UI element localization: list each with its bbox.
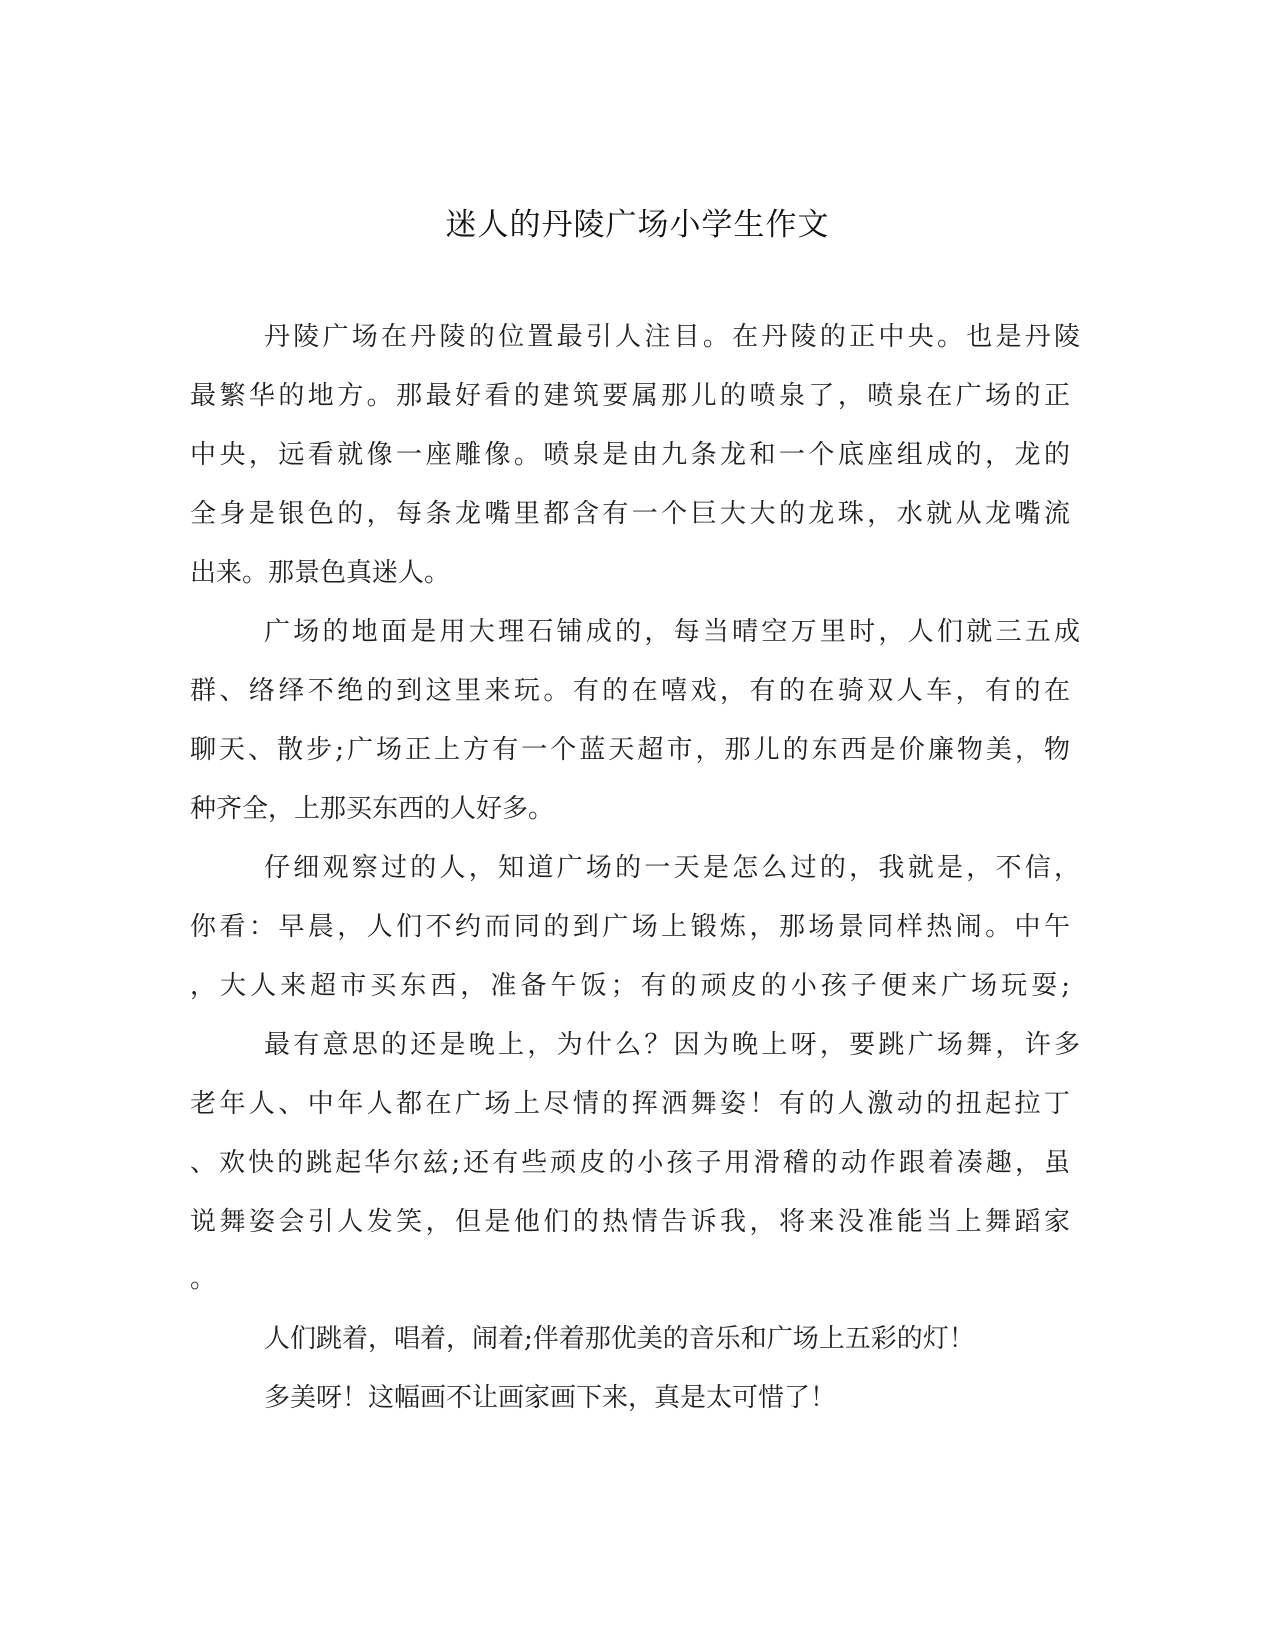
paragraph-2-line-2: 群、络绎不绝的到这里来玩。有的在嘻戏，有的在骑双人车，有的在 (190, 676, 1070, 706)
paragraph-1-line-1: 丹陵广场在丹陵的位置最引人注目。在丹陵的正中央。也是丹陵 (264, 322, 1080, 352)
paragraph-4-line-4: 说舞姿会引人发笑，但是他们的热情告诉我，将来没准能当上舞蹈家 (190, 1207, 1070, 1237)
paragraph-4-line-2: 老年人、中年人都在广场上尽情的挥洒舞姿！有的人激动的扭起拉丁 (190, 1089, 1070, 1119)
paragraph-1-line-4: 全身是银色的，每条龙嘴里都含有一个巨大大的龙珠，水就从龙嘴流 (190, 499, 1070, 529)
document-title: 迷人的丹陵广场小学生作文 (445, 207, 830, 243)
paragraph-3-line-3: ，大人来超市买东西，准备午饭；有的顽皮的小孩子便来广场玩耍; (190, 971, 1070, 1001)
paragraph-1-line-2: 最繁华的地方。那最好看的建筑要属那儿的喷泉了，喷泉在广场的正 (190, 381, 1070, 411)
paragraph-2-line-4: 种齐全，上那买东西的人好多。 (190, 794, 555, 824)
paragraph-5-line-1: 人们跳着，唱着，闹着;伴着那优美的音乐和广场上五彩的灯！ (264, 1324, 975, 1354)
paragraph-2-line-3: 聊天、散步;广场正上方有一个蓝天超市，那儿的东西是价廉物美，物 (190, 735, 1070, 765)
paragraph-1-line-3: 中央，远看就像一座雕像。喷泉是由九条龙和一个底座组成的，龙的 (190, 440, 1070, 470)
paragraph-4-line-1: 最有意思的还是晚上，为什么？因为晚上呀，要跳广场舞，许多 (264, 1030, 1080, 1060)
paragraph-3-line-1: 仔细观察过的人，知道广场的一天是怎么过的，我就是，不信， (264, 853, 1080, 883)
paragraph-6-line-1: 多美呀！这幅画不让画家画下来，真是太可惜了！ (264, 1383, 837, 1413)
paragraph-3-line-2: 你看：早晨，人们不约而同的到广场上锻炼，那场景同样热闹。中午 (190, 912, 1070, 942)
paragraph-4-line-3: 、欢快的跳起华尔兹;还有些顽皮的小孩子用滑稽的动作跟着凑趣，虽 (190, 1148, 1070, 1178)
paragraph-4-line-5: 。 (190, 1264, 217, 1294)
paragraph-2-line-1: 广场的地面是用大理石铺成的，每当晴空万里时，人们就三五成 (264, 617, 1080, 647)
paragraph-1-line-5: 出来。那景色真迷人。 (190, 558, 451, 588)
